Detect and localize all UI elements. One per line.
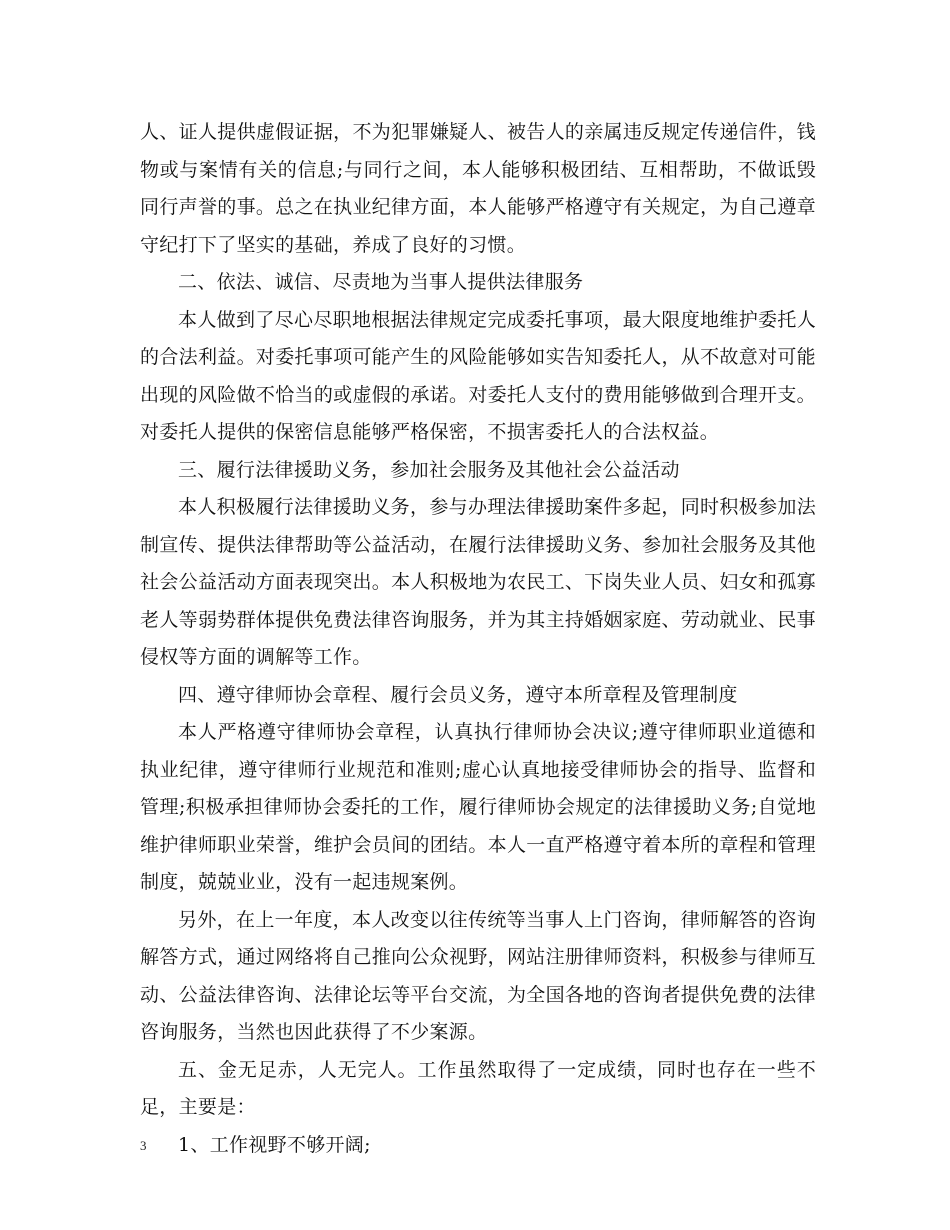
section-heading-4: 四、遵守律师协会章程、履行会员义务，遵守本所章程及管理制度 [178,683,738,706]
section-heading-5: 五、金无足赤，人无完人。工作虽然取得了一定成绩，同时也存在一些不足，主要是： [140,1058,816,1118]
paragraph-7: 本人严格遵守律师协会章程，认真执行律师协会决议;遵守律师职业道德和执业纪律，遵守律师行业规范和准则;虚心认真地接受律师协会的指导、监督和管理;积极承担律师协会委托的工作，履行律师协会规定的法律援助义务;自觉地维护律师职业荣誉，维护会员间的团结。本人一直严格遵守着本所的章程和管理制度，兢兢业业，没有一起违规案例。 [140,721,816,893]
document-body [140,114,816,1164]
list-item-1: 1、工作视野不够开阔; [178,1133,371,1156]
paragraph-3: 本人做到了尽心尽职地根据法律规定完成委托事项，最大限度地维护委托人的合法利益。对委托事项可能产生的风险能够如实告知委托人，从不故意对可能出现的风险做不恰当的或虚假的承诺。对委托人支付的费用能够做到合理开支。对委托人提供的保密信息能够严格保密，不损害委托人的合法权益。 [140,308,816,443]
paragraph-5: 本人积极履行法律援助义务，参与办理法律援助案件多起，同时积极参加法制宣传、提供法律帮助等公益活动，在履行法律援助义务、参加社会服务及其他社会公益活动方面表现突出。本人积极地为农民工、下岗失业人员、妇女和孤寡老人等弱势群体提供免费法律咨询服务，并为其主持婚姻家庭、劳动就业、民事侵权等方面的调解等工作。 [140,496,816,668]
page-number: 3 [140,1138,147,1153]
section-heading-3: 三、履行法律援助义务，参加社会服务及其他社会公益活动 [178,458,680,481]
paragraph-8: 另外，在上一年度，本人改变以往传统等当事人上门咨询，律师解答的咨询解答方式，通过网络将自己推向公众视野，网站注册律师资料，积极参与律师互动、公益法律咨询、法律论坛等平台交流，为全国各地的咨询者提供免费的法律咨询服务，当然也因此获得了不少案源。 [140,908,816,1043]
paragraph-1: 人、证人提供虚假证据，不为犯罪嫌疑人、被告人的亲属违反规定传递信件，钱物或与案情有关的信息;与同行之间，本人能够积极团结、互相帮助，不做诋毁同行声誉的事。总之在执业纪律方面，本人能够严格遵守有关规定，为自己遵章守纪打下了坚实的基础，养成了良好的习惯。 [140,121,816,256]
section-heading-2: 二、依法、诚信、尽责地为当事人提供法律服务 [178,271,584,293]
